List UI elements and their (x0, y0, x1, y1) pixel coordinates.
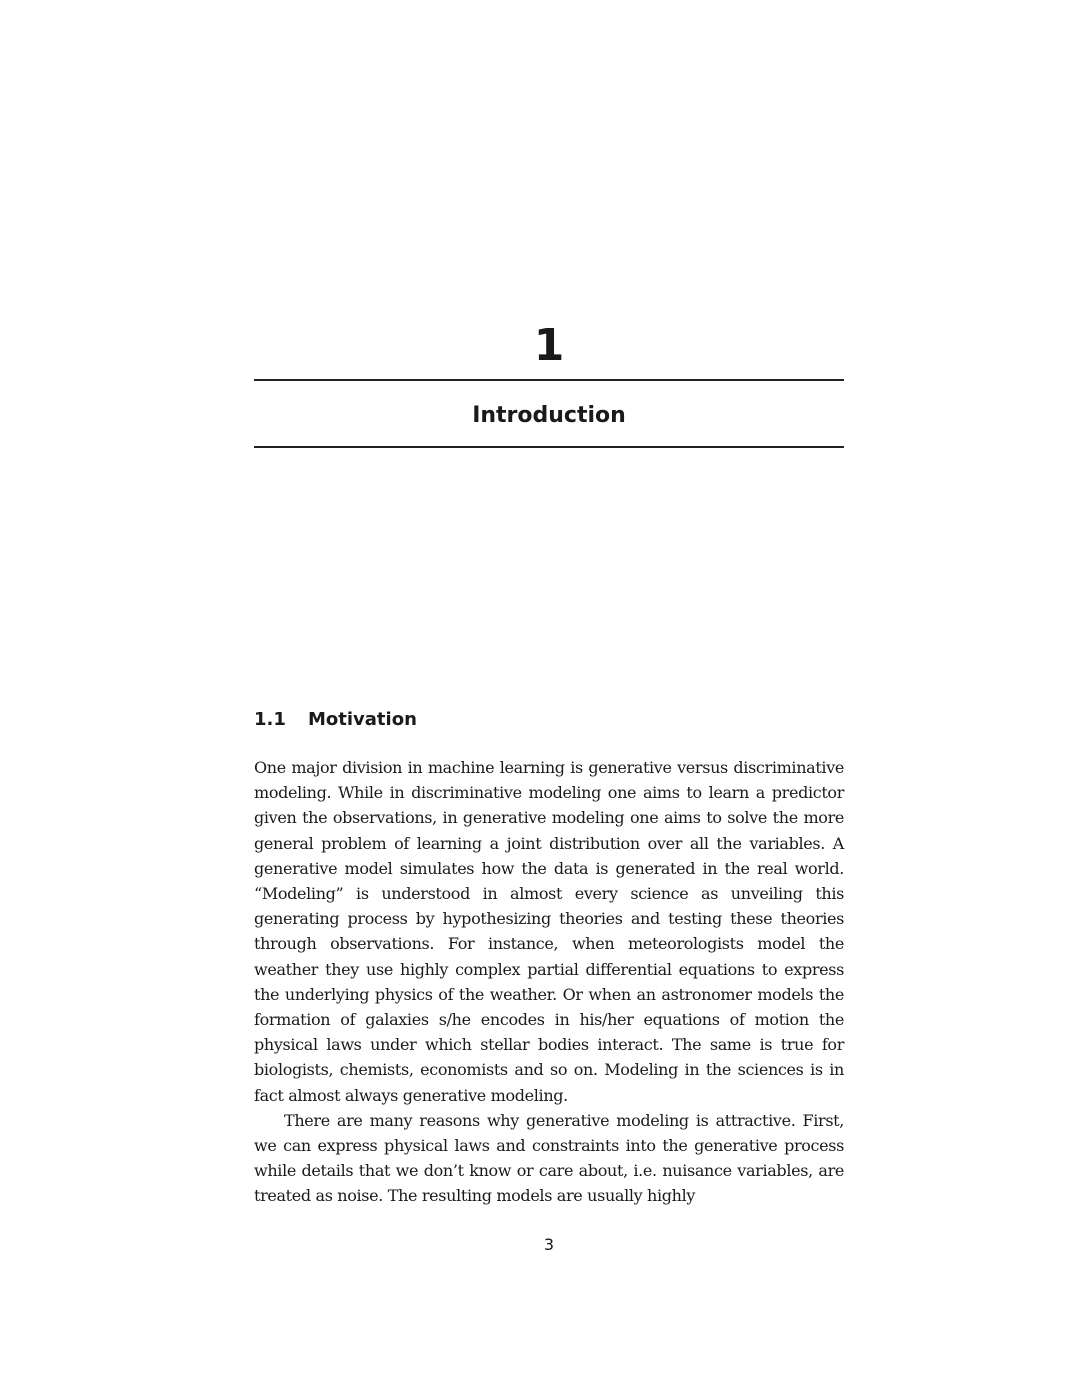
chapter-number: 1 (533, 320, 565, 371)
chapter-rule-top (254, 379, 844, 381)
section-number: 1.1 (254, 709, 286, 730)
paragraph: One major division in machine learning is generative versus discriminative modeling. While in discriminative modeling one aims to learn a predictor given the observations, in generative modeling one aims to solve the more general problem of learning a joint distribution over all the variables. A generative model simulates how the data is generated in the real world. “Modeling” is understood in almost every science as unveiling this generating process by hypothesizing theories and testing these theories through observations. For instance, when meteorologists model the weather they use highly complex partial differential equations to express the underlying physics of the weather. Or when an astronomer models the formation of galaxies s/he encodes in his/her equations of motion the physical laws under which stellar bodies interact. The same is true for biologists, chemists, economists and so on. Modeling in the sciences is in fact almost always generative modeling. (254, 758, 844, 1105)
chapter-rule-bottom (254, 446, 844, 448)
paragraph: There are many reasons why generative modeling is attractive. First, we can express physical laws and constraints into the generative process while details that we don’t know or care about, i.e. nuisance variables, are treated as noise. The resulting models are usually highly (254, 1110, 844, 1206)
section-heading (254, 706, 417, 734)
page-number: 3 (543, 1235, 555, 1254)
chapter-title: Introduction (472, 403, 626, 428)
section-title: Motivation (308, 709, 417, 730)
body-text (254, 755, 844, 1209)
